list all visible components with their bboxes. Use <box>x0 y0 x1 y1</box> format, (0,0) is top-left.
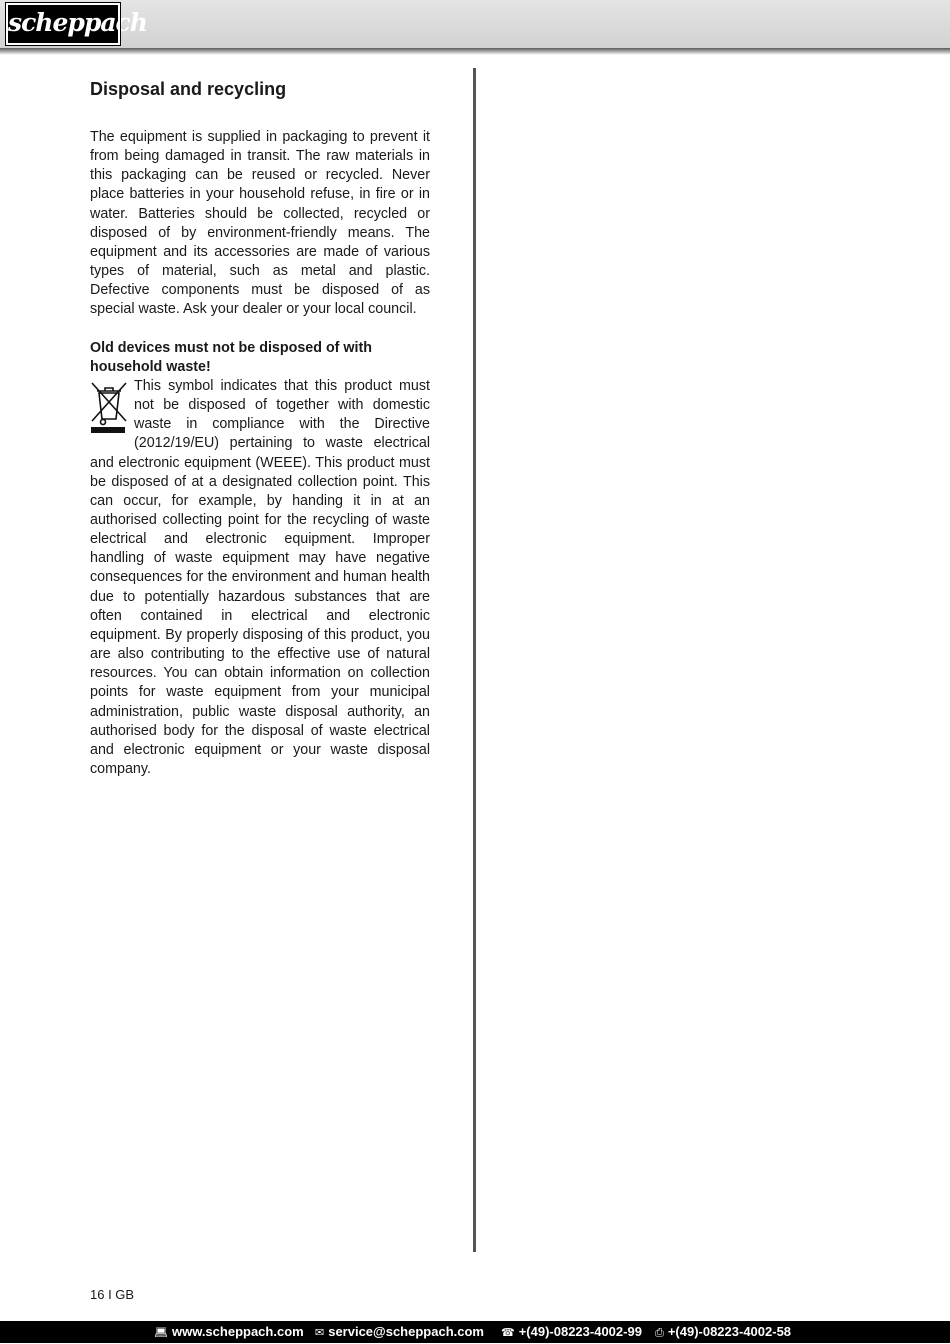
scheppach-logo: scheppach <box>6 3 120 45</box>
website-text: www.scheppach.com <box>171 1324 304 1339</box>
packaging-paragraph: The equipment is supplied in packaging to prevent it from being damaged in transit. The raw materials in this packaging can be reused or recycled. Never place batteries in your household refuse, in fire or in water. Batteries should be collected, recycled or disposed of by environment-friendly means. The equipment and its accessories are made of various types of material, such as metal and plastic. Defective components must be disposed of as special waste. Ask your dealer or your local council. <box>90 129 430 318</box>
computer-icon: 💻︎ <box>154 1327 168 1339</box>
crossed-out-wheelie-bin-icon <box>90 379 128 435</box>
email-text: service@scheppach.com <box>328 1324 484 1339</box>
weee-paragraph: This symbol indicates that this product must not be disposed of together with domestic waste in compliance with the Directive (2012/19/EU) pertaining to waste electrical and electronic equipment (WEEE). This product must be disposed of at a designated collection point. This can occur, for example, by handing it in at an authorised collecting point for the recycling of waste electrical and electronic equipment. Improper handling of waste equipment may have negative consequences for the environment and human health due to potentially hazardous substances that are often contained in electrical and electronic equipment. By properly disposing of this product, you are also contributing to the effective use of natural resources. You can obtain information on collection points for waste equipment from your municipal administration, public waste disposal authority, an authorised body for the disposal of waste electrical and electronic equipment or your waste disposal company. <box>90 377 430 777</box>
footer-phone <box>501 1321 642 1344</box>
household-waste-warning: Old devices must not be disposed of with household waste! <box>90 339 373 375</box>
page-number: 16 I GB <box>90 1287 135 1302</box>
column-divider <box>473 68 476 1252</box>
footer-fax <box>655 1321 791 1344</box>
footer-bar <box>0 1321 950 1343</box>
footer-email[interactable] <box>315 1321 484 1344</box>
fax-text: +(49)-08223-4002-58 <box>667 1324 792 1339</box>
email-icon: ✉ <box>315 1327 325 1339</box>
fax-icon: ⎙ <box>655 1327 664 1339</box>
disposal-section <box>90 78 430 779</box>
section-title: Disposal and recycling <box>90 79 287 99</box>
header-shadow <box>0 48 950 55</box>
phone-icon: ☎ <box>501 1327 515 1339</box>
phone-text: +(49)-08223-4002-99 <box>518 1324 642 1339</box>
footer-website[interactable] <box>154 1321 304 1344</box>
